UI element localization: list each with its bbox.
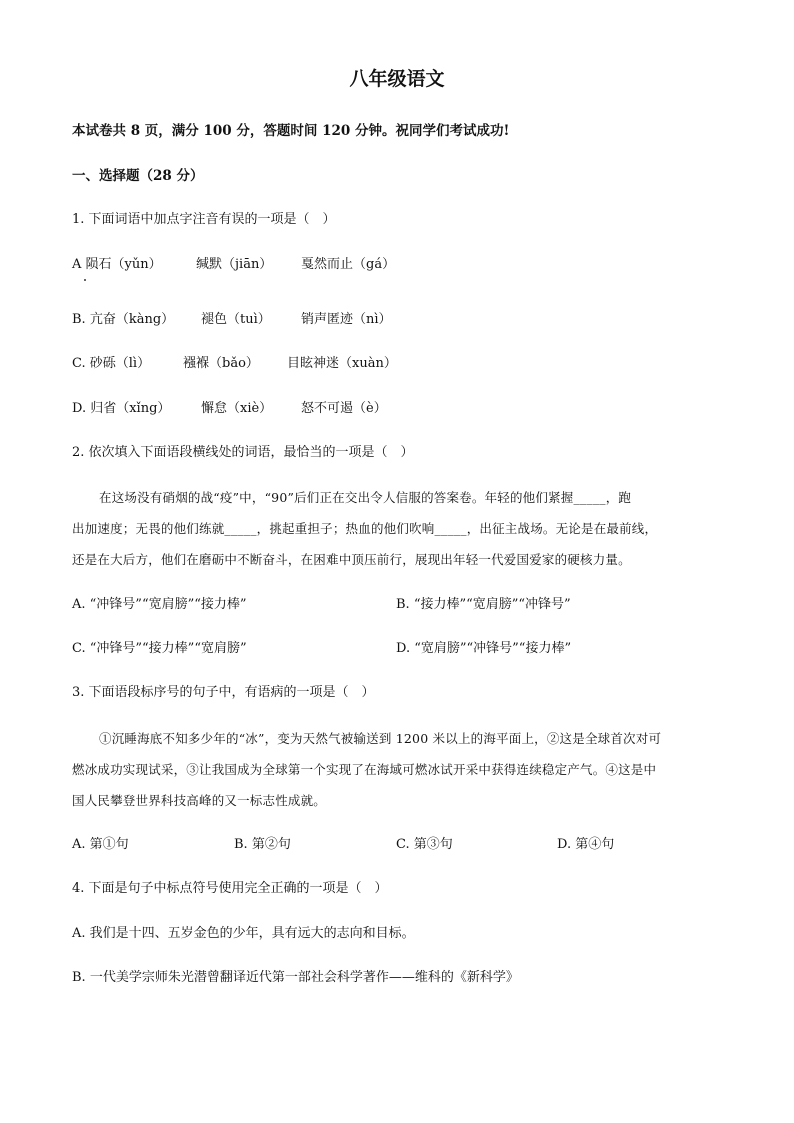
q1-option-a-3: 戛然而止（gá） [301, 257, 396, 272]
q2-option-b: B. “接力棒”“宽肩膀”“冲锋号” [396, 597, 571, 612]
page-title: 八年级语文 [349, 68, 445, 90]
q1-option-d-2: 懈怠（xiè） [201, 401, 273, 416]
q3-option-a: A. 第①句 [72, 837, 129, 852]
q1-option-c-2: 襁褓（bǎo） [183, 356, 259, 371]
q3-option-c: C. 第③句 [396, 837, 453, 852]
q1-option-b-1: B. 亢奋（kàng） [72, 312, 175, 327]
q3-option-d: D. 第④句 [557, 837, 615, 852]
q1-option-d-3: 怒不可遏（è） [301, 401, 387, 416]
exam-intro: 本试卷共 8 页，满分 100 分，答题时间 120 分钟。祝同学们考试成功! [72, 123, 510, 139]
q2-option-a: A. “冲锋号”“宽肩膀”“接力棒” [72, 597, 247, 612]
q3-passage-line: 国人民攀登世界科技高峰的又一标志性成就。 [72, 793, 327, 808]
q2-passage-line: 在这场没有硝烟的战“疫”中，“90”后们正在交出令人信服的答案卷。年轻的他们紧握_____，跑 [99, 490, 632, 505]
q2-option-d: D. “宽肩膀”“冲锋号”“接力棒” [396, 641, 572, 656]
question-2-stem: 2. 依次填入下面语段横线处的词语，最恰当的一项是（ ） [72, 445, 414, 460]
question-3-stem: 3. 下面语段标序号的句子中，有语病的一项是（ ） [72, 685, 375, 700]
q1-option-a-1: A 陨石（yǔn） [72, 257, 162, 272]
q2-passage-line: 还是在大后方，他们在磨砺中不断奋斗，在困难中顶压前行，展现出年轻一代爱国爱家的硬核力量。 [72, 552, 631, 567]
q1-option-d-1: D. 归省（xǐng） [72, 401, 171, 416]
q1-option-c-1: C. 砂砾（lì） [72, 356, 151, 371]
q1-option-c-3: 目眩神迷（xuàn） [287, 356, 397, 371]
question-1-stem: 1. 下面词语中加点字注音有误的一项是（ ） [72, 212, 336, 227]
q3-passage-line: ①沉睡海底不知多少年的“冰”，变为天然气被输送到 1200 米以上的海平面上，②这是全球首次对可 [99, 731, 662, 746]
q2-passage-line: 出加速度；无畏的他们练就_____，挑起重担子；热血的他们吹响_____，出征主战场。无论是在最前线， [72, 521, 658, 536]
q4-option-a: A. 我们是十四、五岁金色的少年，具有远大的志向和目标。 [72, 926, 415, 941]
q1-option-b-3: 销声匿迹（nì） [301, 312, 392, 327]
q3-option-b: B. 第②句 [234, 837, 291, 852]
q2-option-c: C. “冲锋号”“接力棒”“宽肩膀” [72, 641, 247, 656]
emphasis-dot [84, 279, 86, 281]
q4-option-b: B. 一代美学宗师朱光潜曾翻译近代第一部社会科学著作——维科的《新科学》 [72, 970, 519, 985]
q1-option-b-2: 褪色（tuì） [201, 312, 271, 327]
question-4-stem: 4. 下面是句子中标点符号使用完全正确的一项是（ ） [72, 881, 388, 896]
q3-passage-line: 燃冰成功实现试采，③让我国成为全球第一个实现了在海域可燃冰试开采中获得连续稳定产气。④这是中 [72, 762, 657, 777]
q1-option-a-2: 缄默（jiān） [196, 257, 273, 272]
section-heading: 一、选择题（28 分） [72, 168, 204, 184]
